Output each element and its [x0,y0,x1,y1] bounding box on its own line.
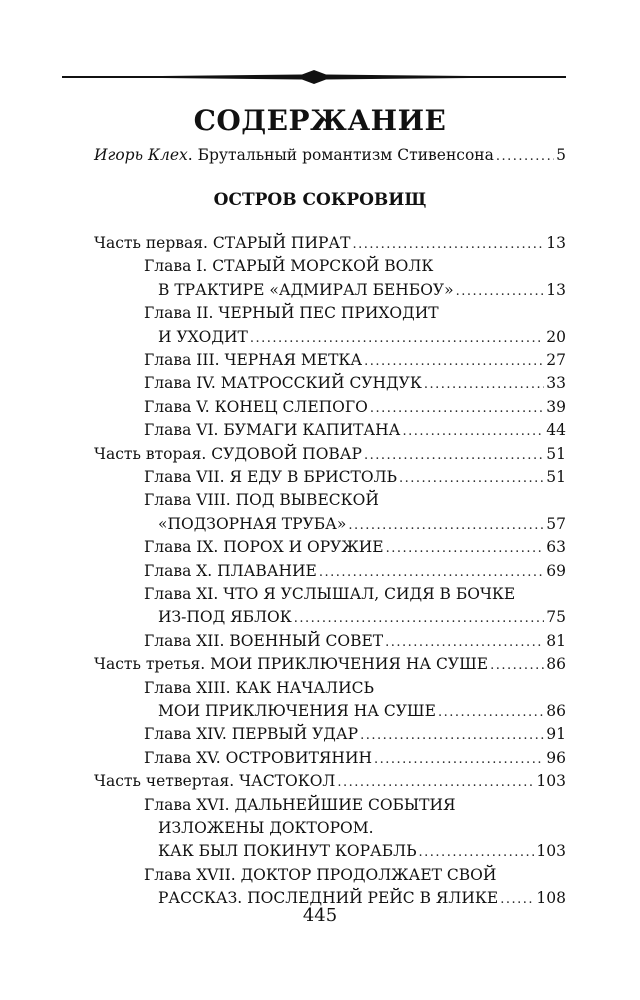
toc-part-entry[interactable] [94,445,566,469]
entry-title: Глава XI. ЧТО Я УСЛЫШАЛ, СИДЯ В БОЧКЕ [144,585,516,603]
toc-chapter-entry[interactable] [144,491,566,515]
toc-chapter-entry[interactable] [144,468,566,492]
toc-chapter-entry[interactable] [158,819,566,843]
page-folio: 445 [302,905,338,926]
entry-title: Глава VIII. ПОД ВЫВЕСКОЙ [144,491,379,510]
dot-leader [364,448,544,463]
entry-title: Глава IX. ПОРОХ И ОРУЖИЕ [144,538,384,557]
toc-chapter-entry[interactable] [158,842,566,866]
page-number: 69 [546,561,566,580]
entry-title: Глава XV. ОСТРОВИТЯНИН [144,748,372,767]
dot-leader [419,845,535,860]
dot-leader [348,518,544,533]
toc-chapter-entry[interactable] [158,608,566,632]
toc-chapter-entry[interactable] [144,749,566,773]
dot-leader [496,149,554,164]
entry-title: И УХОДИТ [158,327,248,346]
page-number: 13 [546,234,566,252]
intro-author: Игорь Клех [94,146,188,164]
entry-title: Глава V. КОНЕЦ СЛЕПОГО [144,397,368,416]
entry-title: Глава IV. МАТРОССКИЙ СУНДУК [144,374,422,393]
page-number: 103 [536,842,566,861]
toc-chapter-entry[interactable] [144,257,566,281]
toc-part-entry[interactable] [94,772,566,796]
toc-chapter-entry[interactable] [144,304,566,328]
entry-title: «ПОДЗОРНАЯ ТРУБА» [158,514,347,533]
section-title: ОСТРОВ СОКРОВИЩ [213,190,427,210]
toc-chapter-entry[interactable] [144,538,566,562]
dot-leader [294,611,545,626]
dot-leader [386,541,545,556]
page-number: 91 [546,725,566,744]
entry-title: МОИ ПРИКЛЮЧЕНИЯ НА СУШЕ [158,702,436,720]
page-number: 13 [546,280,566,299]
page-number: 44 [546,421,566,440]
entry-title: Глава X. ПЛАВАНИЕ [144,561,317,580]
page-number: 51 [546,468,566,486]
page-number: 57 [546,514,566,533]
page-number: 27 [546,351,566,369]
toc-chapter-entry[interactable] [144,562,566,586]
page-number: 108 [536,889,566,908]
dot-leader [385,635,544,650]
intro-entry[interactable] [94,146,566,170]
entry-title: Глава XIV. ПЕРВЫЙ УДАР [144,725,359,744]
page-number: 51 [546,444,566,463]
page-number: 103 [536,772,566,791]
toc-chapter-entry[interactable] [144,866,566,890]
toc-chapter-entry[interactable] [158,328,566,352]
dot-leader [456,284,545,299]
toc-chapter-entry[interactable] [158,281,566,305]
intro-title: . Брутальный романтизм Стивенсона [187,146,494,164]
entry-title: Глава VI. БУМАГИ КАПИТАНА [144,421,401,440]
page-title: СОДЕРЖАНИЕ [193,104,447,137]
entry-title: Глава II. ЧЕРНЫЙ ПЕС ПРИХОДИТ [144,304,439,323]
entry-title: Глава XVII. ДОКТОР ПРОДОЛЖАЕТ СВОЙ [144,865,497,884]
toc-chapter-entry[interactable] [144,679,566,703]
dot-leader [399,471,544,486]
toc-part-entry[interactable] [94,234,566,258]
entry-title: Часть четвертая. ЧАСТОКОЛ [94,772,336,791]
page-number: 81 [546,631,566,650]
page-number: 5 [556,146,566,164]
entry-title: ИЗ-ПОД ЯБЛОК [158,608,292,627]
page-number: 63 [546,538,566,557]
toc-chapter-entry[interactable] [144,421,566,445]
entry-title: ИЗЛОЖЕНЫ ДОКТОРОМ. [158,819,374,837]
entry-title: Глава I. СТАРЫЙ МОРСКОЙ ВОЛК [144,257,434,276]
dot-leader [490,658,544,673]
page-number: 39 [546,397,566,416]
toc-chapter-entry[interactable] [144,725,566,749]
dot-leader [352,237,544,252]
entry-title: РАССКАЗ. ПОСЛЕДНИЙ РЕЙС В ЯЛИКЕ [158,889,499,908]
page-number: 86 [546,702,566,720]
page-number: 96 [546,748,566,767]
toc-part-entry[interactable] [94,655,566,679]
page-number: 33 [546,374,566,393]
entry-title: Часть вторая. СУДОВОЙ ПОВАР [94,444,362,463]
page-number: 20 [546,327,566,346]
toc-chapter-entry[interactable] [144,585,566,609]
dot-leader [370,401,544,416]
toc-chapter-entry[interactable] [144,351,566,375]
entry-title: Глава XVI. ДАЛЬНЕЙШИЕ СОБЫТИЯ [144,795,456,814]
toc-chapter-entry[interactable] [158,702,566,726]
dot-leader [374,752,544,767]
dot-leader [337,775,534,790]
toc-chapter-entry[interactable] [144,796,566,820]
entry-title: Глава XII. ВОЕННЫЙ СОВЕТ [144,631,384,650]
page-number: 86 [546,655,566,674]
dot-leader [250,331,544,346]
page-number: 75 [546,608,566,627]
dot-leader [364,354,544,369]
entry-title: Часть третья. МОИ ПРИКЛЮЧЕНИЯ НА СУШЕ [94,655,489,674]
entry-title: Глава III. ЧЕРНАЯ МЕТКА [144,351,363,369]
dot-leader [360,728,544,743]
header-ornament-rule [62,70,566,84]
dot-leader [438,705,544,720]
entry-title: КАК БЫЛ ПОКИНУТ КОРАБЛЬ [158,842,417,861]
dot-leader [319,565,544,580]
toc-chapter-entry[interactable] [158,515,566,539]
entry-title: Глава XIII. КАК НАЧАЛИСЬ [144,678,374,697]
toc-chapter-entry[interactable] [144,374,566,398]
dot-leader [402,424,544,439]
toc-chapter-entry[interactable] [144,632,566,656]
dot-leader [424,377,544,392]
entry-title: Часть первая. СТАРЫЙ ПИРАТ [94,234,351,252]
toc-chapter-entry[interactable] [144,398,566,422]
entry-title: В ТРАКТИРЕ «АДМИРАЛ БЕНБОУ» [158,280,454,299]
entry-title: Глава VII. Я ЕДУ В БРИСТОЛЬ [144,468,397,486]
